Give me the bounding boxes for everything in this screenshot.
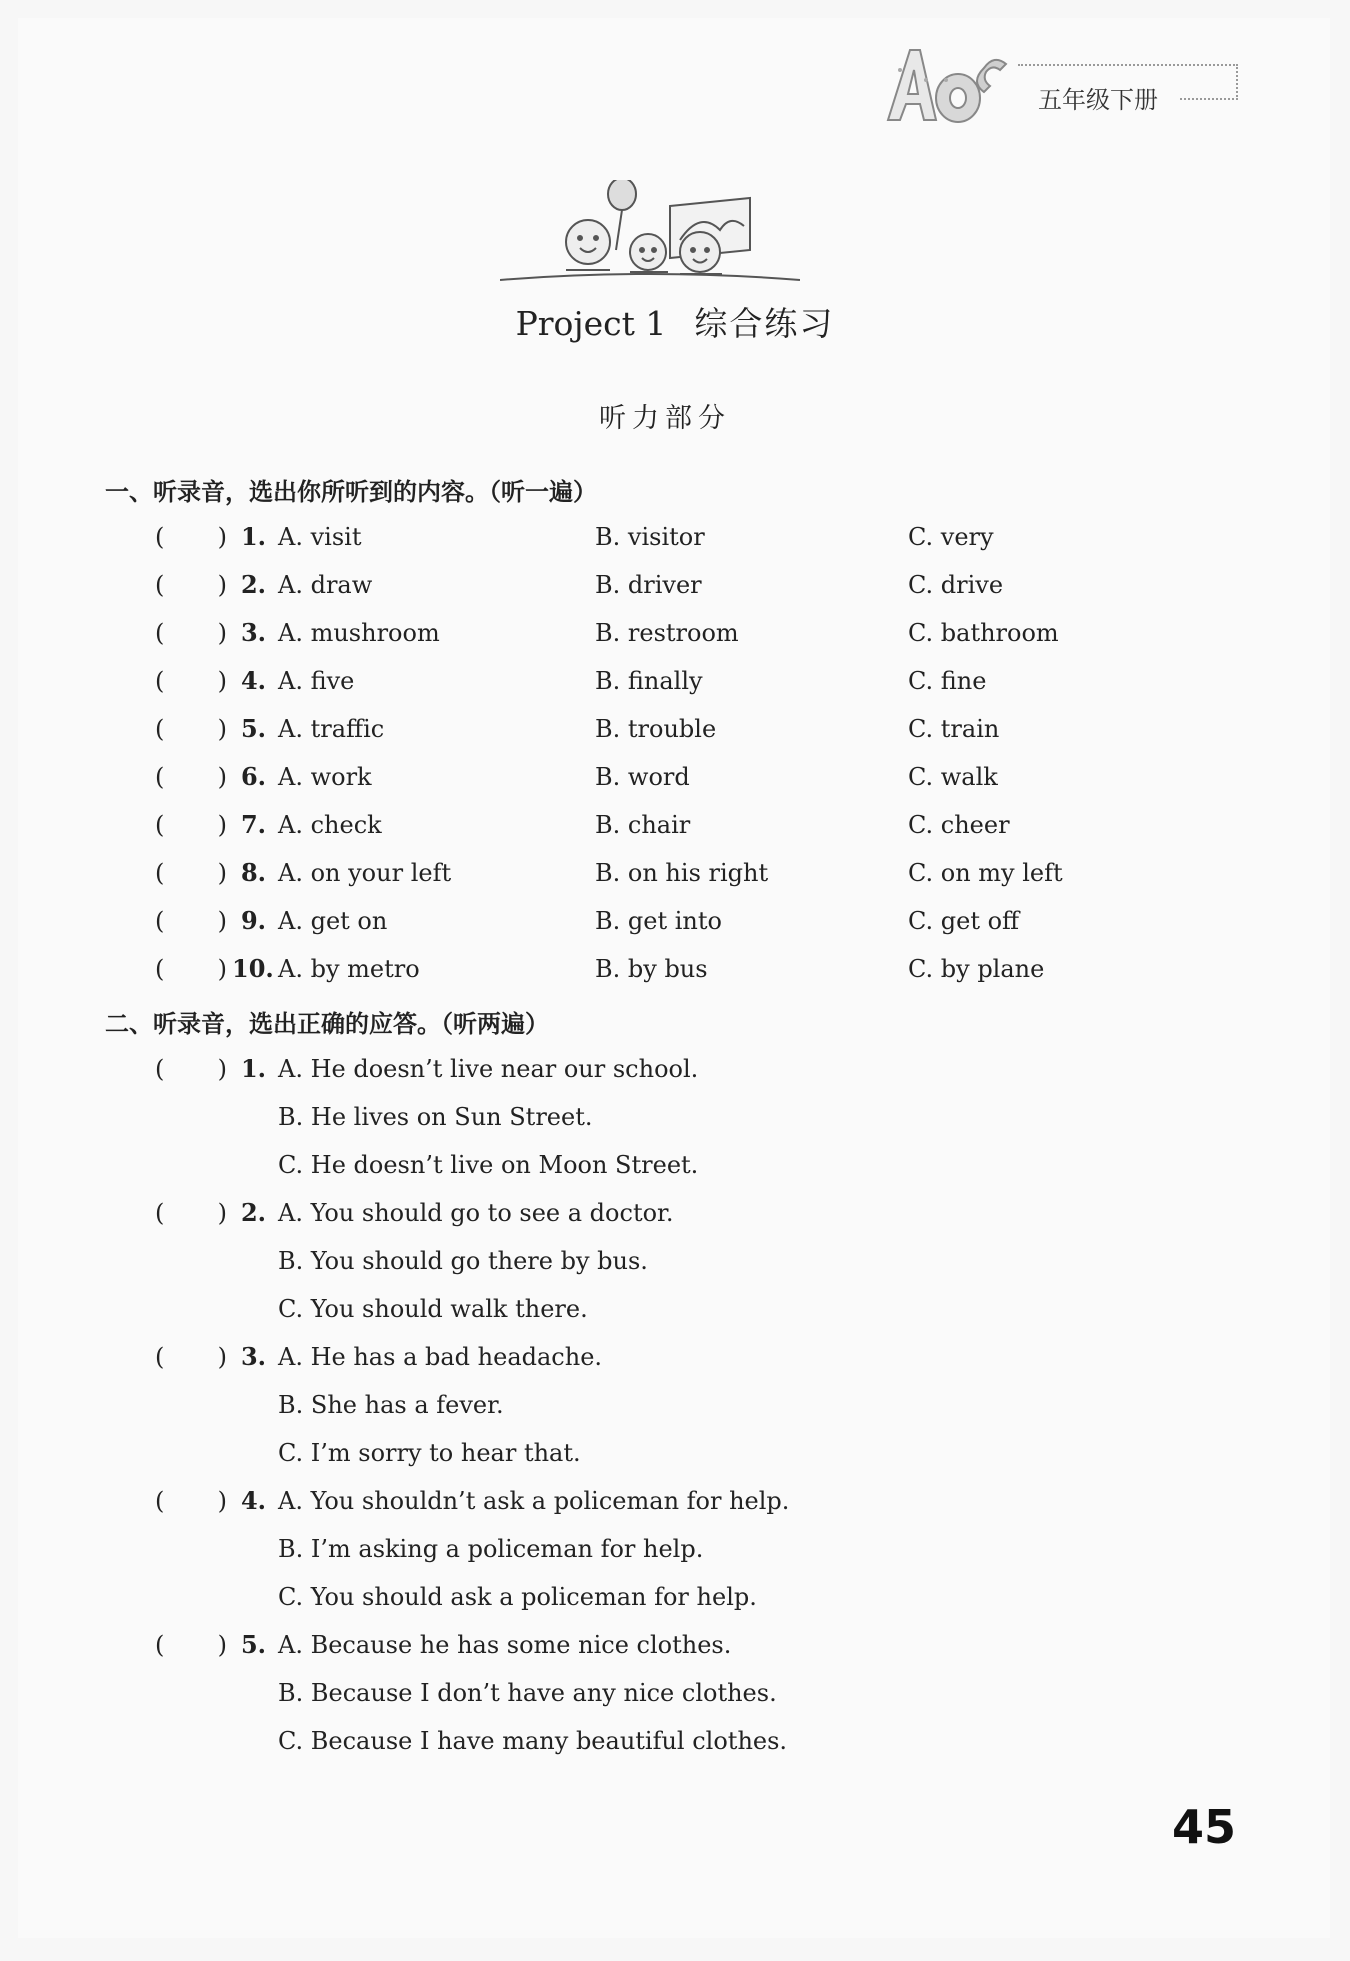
s1-item — [0, 517, 1350, 557]
option-a: A. draw — [278, 571, 373, 599]
option-a: A. traffic — [278, 715, 385, 743]
item-number: 4. — [240, 1486, 266, 1515]
option-a: A. five — [278, 667, 355, 695]
s1-item — [0, 901, 1350, 941]
page-title — [0, 298, 1350, 345]
option-c: C. walk — [908, 763, 998, 791]
option-b: B. visitor — [595, 523, 705, 551]
section1-heading: 一、听录音，选出你所听到的内容。（听一遍） — [105, 478, 597, 506]
item-number: 8. — [240, 858, 266, 887]
page-header — [880, 40, 1240, 130]
answer-bracket[interactable]: ( ) — [155, 907, 227, 935]
s1-item — [0, 565, 1350, 605]
answer-bracket[interactable]: ( ) — [155, 859, 227, 887]
answer-bracket[interactable]: ( ) — [155, 619, 227, 647]
s1-item — [0, 757, 1350, 797]
s1-item — [0, 709, 1350, 749]
option-c: C. drive — [908, 571, 1004, 599]
option-c: C. bathroom — [908, 619, 1059, 647]
item-number: 5. — [240, 1630, 266, 1659]
grade-label: 五年级下册 — [1038, 86, 1158, 114]
option-c: C. You should walk there. — [278, 1295, 588, 1323]
option-b: B. word — [595, 763, 690, 791]
option-a: A. You shouldn’t ask a policeman for help. — [278, 1487, 790, 1515]
header-dotted-rule-right — [1236, 64, 1238, 100]
s1-item — [0, 613, 1350, 653]
children-illustration-icon — [500, 180, 800, 290]
answer-bracket[interactable]: ( ) — [155, 811, 227, 839]
option-c: C. fine — [908, 667, 987, 695]
option-c: C. by plane — [908, 955, 1045, 983]
project-name: 综合练习 — [694, 304, 835, 343]
option-c: C. on my left — [908, 859, 1063, 887]
option-b: B. restroom — [595, 619, 739, 647]
answer-bracket[interactable]: ( ) — [155, 523, 227, 551]
option-a: A. work — [278, 763, 372, 791]
s2-item — [0, 1481, 1350, 1521]
item-number: 5. — [240, 714, 266, 743]
item-number: 10. — [232, 954, 274, 983]
answer-bracket[interactable]: ( ) — [155, 667, 227, 695]
option-b: B. trouble — [595, 715, 717, 743]
answer-bracket[interactable]: ( ) — [155, 571, 227, 599]
item-number: 9. — [240, 906, 266, 935]
option-a: A. check — [278, 811, 382, 839]
item-number: 2. — [240, 570, 266, 599]
page-number: 45 — [1172, 1800, 1237, 1854]
option-b: B. She has a fever. — [278, 1391, 504, 1419]
answer-bracket[interactable]: ( ) — [155, 1487, 227, 1515]
abc-logo-icon — [880, 40, 1010, 130]
option-c: C. I’m sorry to hear that. — [278, 1439, 581, 1467]
s2-item — [0, 1337, 1350, 1377]
option-a: A. get on — [278, 907, 388, 935]
option-b: B. on his right — [595, 859, 769, 887]
option-a: A. He has a bad headache. — [278, 1343, 603, 1371]
option-b: B. Because I don’t have any nice clothes. — [278, 1679, 777, 1707]
option-c: C. cheer — [908, 811, 1010, 839]
item-number: 4. — [240, 666, 266, 695]
option-c: C. He doesn’t live on Moon Street. — [278, 1151, 699, 1179]
option-a: A. He doesn’t live near our school. — [278, 1055, 699, 1083]
s2-item — [0, 1049, 1350, 1089]
option-c: C. very — [908, 523, 994, 551]
project-label: Project 1 — [515, 304, 667, 343]
option-c: C. You should ask a policeman for help. — [278, 1583, 757, 1611]
item-number: 3. — [240, 1342, 266, 1371]
option-c: C. get off — [908, 907, 1020, 935]
option-b: B. chair — [595, 811, 691, 839]
answer-bracket[interactable]: ( ) — [155, 1343, 227, 1371]
option-b: B. by bus — [595, 955, 708, 983]
item-number: 1. — [240, 522, 266, 551]
option-a: A. Because he has some nice clothes. — [278, 1631, 732, 1659]
answer-bracket[interactable]: ( ) — [155, 1631, 227, 1659]
item-number: 1. — [240, 1054, 266, 1083]
option-b: B. He lives on Sun Street. — [278, 1103, 593, 1131]
option-a: A. You should go to see a doctor. — [278, 1199, 674, 1227]
item-number: 2. — [240, 1198, 266, 1227]
item-number: 7. — [240, 810, 266, 839]
answer-bracket[interactable]: ( ) — [155, 1055, 227, 1083]
option-b: B. get into — [595, 907, 722, 935]
option-a: A. mushroom — [278, 619, 440, 647]
item-number: 3. — [240, 618, 266, 647]
item-number: 6. — [240, 762, 266, 791]
option-b: B. You should go there by bus. — [278, 1247, 648, 1275]
option-a: A. visit — [278, 523, 362, 551]
s1-item — [0, 661, 1350, 701]
answer-bracket[interactable]: ( ) — [155, 715, 227, 743]
option-b: B. driver — [595, 571, 702, 599]
answer-bracket[interactable]: ( ) — [155, 1199, 227, 1227]
option-a: A. on your left — [278, 859, 452, 887]
section-subtitle: 听力部分 — [599, 403, 731, 434]
header-dotted-rule-low — [1180, 98, 1238, 100]
section2-heading: 二、听录音，选出正确的应答。（听两遍） — [105, 1010, 549, 1038]
answer-bracket[interactable]: ( ) — [155, 955, 227, 983]
s1-item — [0, 805, 1350, 845]
option-b: B. finally — [595, 667, 703, 695]
answer-bracket[interactable]: ( ) — [155, 763, 227, 791]
option-c: C. train — [908, 715, 1000, 743]
option-c: C. Because I have many beautiful clothes. — [278, 1727, 788, 1755]
option-a: A. by metro — [278, 955, 420, 983]
option-b: B. I’m asking a policeman for help. — [278, 1535, 704, 1563]
s2-item — [0, 1193, 1350, 1233]
s1-item — [0, 853, 1350, 893]
s2-item — [0, 1625, 1350, 1665]
header-dotted-rule — [1018, 64, 1238, 66]
s1-item — [0, 949, 1350, 989]
